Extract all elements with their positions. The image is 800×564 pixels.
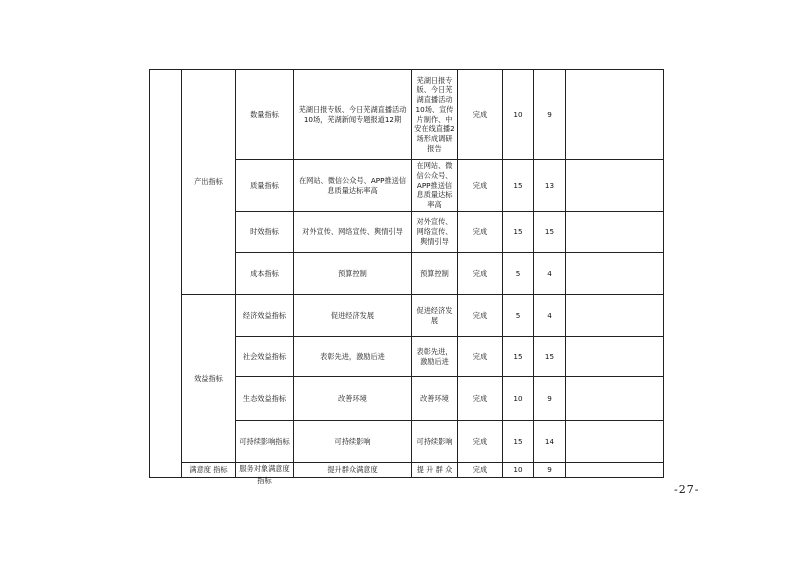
weight-cell: 10 xyxy=(503,463,534,478)
indicator-text: 服务对象满意度指标 xyxy=(239,464,290,485)
target-cell: 可持续影响 xyxy=(294,421,412,463)
table-row xyxy=(150,463,664,478)
target-cell: 促进经济发展 xyxy=(294,295,412,337)
category-label: 效益指标 xyxy=(194,373,223,383)
status-cell: 完成 xyxy=(458,160,503,212)
category-benefit-cell xyxy=(182,295,236,463)
indicator-cell: 数量指标 xyxy=(236,70,294,160)
actual-cell xyxy=(412,212,458,253)
actual-text: 在网站、微信公众号、APP推送信息质量达标率高 xyxy=(416,161,453,210)
score-cell: 9 xyxy=(534,70,566,160)
indicator-cell: 时效指标 xyxy=(236,212,294,253)
actual-cell: 预算控制 xyxy=(412,253,458,295)
target-cell: 预算控制 xyxy=(294,253,412,295)
remark-cell xyxy=(566,212,664,253)
category-label: 产出指标 xyxy=(194,177,223,187)
status-cell: 完成 xyxy=(458,253,503,295)
status-cell: 完成 xyxy=(458,70,503,160)
remark-cell xyxy=(566,70,664,160)
remark-cell xyxy=(566,160,664,212)
target-cell xyxy=(294,212,412,253)
category-label: 满意度 指标 xyxy=(189,465,228,474)
actual-cell xyxy=(412,160,458,212)
score-cell: 9 xyxy=(534,377,566,421)
weight-cell: 5 xyxy=(503,295,534,337)
weight-cell: 5 xyxy=(503,253,534,295)
category-output-cell xyxy=(182,70,236,295)
page-number: -27- xyxy=(674,483,700,496)
status-cell: 完成 xyxy=(458,337,503,377)
actual-cell xyxy=(412,70,458,160)
remark-cell xyxy=(566,295,664,337)
indicator-cell xyxy=(236,463,294,485)
target-cell: 表彰先进，激励后进 xyxy=(294,337,412,377)
weight-cell: 10 xyxy=(503,70,534,160)
score-cell: 14 xyxy=(534,421,566,463)
remark-cell xyxy=(566,377,664,421)
weight-cell: 15 xyxy=(503,160,534,212)
target-text: 芜湖日报专版、今日芜湖直播活动10场，芜湖新闻专题报道12期 xyxy=(298,104,407,124)
score-cell: 13 xyxy=(534,160,566,212)
weight-cell: 15 xyxy=(503,212,534,253)
table-row xyxy=(150,295,664,337)
actual-text: 对外宣传、网络宣传、舆情引导 xyxy=(416,217,453,246)
target-cell xyxy=(294,70,412,160)
target-text: 在网站、微信公众号、APP推送信息质量达标率高 xyxy=(298,175,407,195)
performance-table xyxy=(149,69,664,485)
actual-text: 芜湖日报专版、今日芜湖直播活动10场、宣传片制作、中安在线直播2场形成调研报告 xyxy=(414,75,455,153)
target-cell: 改善环境 xyxy=(294,377,412,421)
indicator-cell: 成本指标 xyxy=(236,253,294,295)
status-cell: 完成 xyxy=(458,463,503,478)
indicator-cell: 质量指标 xyxy=(236,160,294,212)
target-cell xyxy=(294,160,412,212)
remark-cell xyxy=(566,421,664,463)
actual-cell: 提 升 群 众 xyxy=(412,463,458,478)
status-cell: 完成 xyxy=(458,295,503,337)
weight-cell: 15 xyxy=(503,337,534,377)
indicator-cell: 生态效益指标 xyxy=(236,377,294,421)
remark-cell xyxy=(566,463,664,478)
weight-cell: 15 xyxy=(503,421,534,463)
score-cell: 15 xyxy=(534,212,566,253)
table-row xyxy=(150,70,664,160)
status-cell: 完成 xyxy=(458,421,503,463)
score-cell: 4 xyxy=(534,295,566,337)
actual-cell: 促进经济发展 xyxy=(412,295,458,337)
actual-cell: 改善环境 xyxy=(412,377,458,421)
indicator-cell: 可持续影响指标 xyxy=(236,421,294,463)
weight-cell: 10 xyxy=(503,377,534,421)
indicator-cell: 经济效益指标 xyxy=(236,295,294,337)
status-cell: 完成 xyxy=(458,212,503,253)
actual-cell: 表彰先进，激励后进 xyxy=(412,337,458,377)
category-satisfaction-cell xyxy=(182,463,236,478)
score-cell: 15 xyxy=(534,337,566,377)
score-cell: 9 xyxy=(534,463,566,478)
target-cell: 提升群众满意度 xyxy=(294,463,412,478)
remark-cell xyxy=(566,253,664,295)
target-text: 对外宣传、网络宣传、舆情引导 xyxy=(302,227,403,237)
level1-cell xyxy=(150,70,182,478)
remark-cell xyxy=(566,337,664,377)
indicator-cell: 社会效益指标 xyxy=(236,337,294,377)
status-cell: 完成 xyxy=(458,377,503,421)
score-cell: 4 xyxy=(534,253,566,295)
actual-cell: 可持续影响 xyxy=(412,421,458,463)
